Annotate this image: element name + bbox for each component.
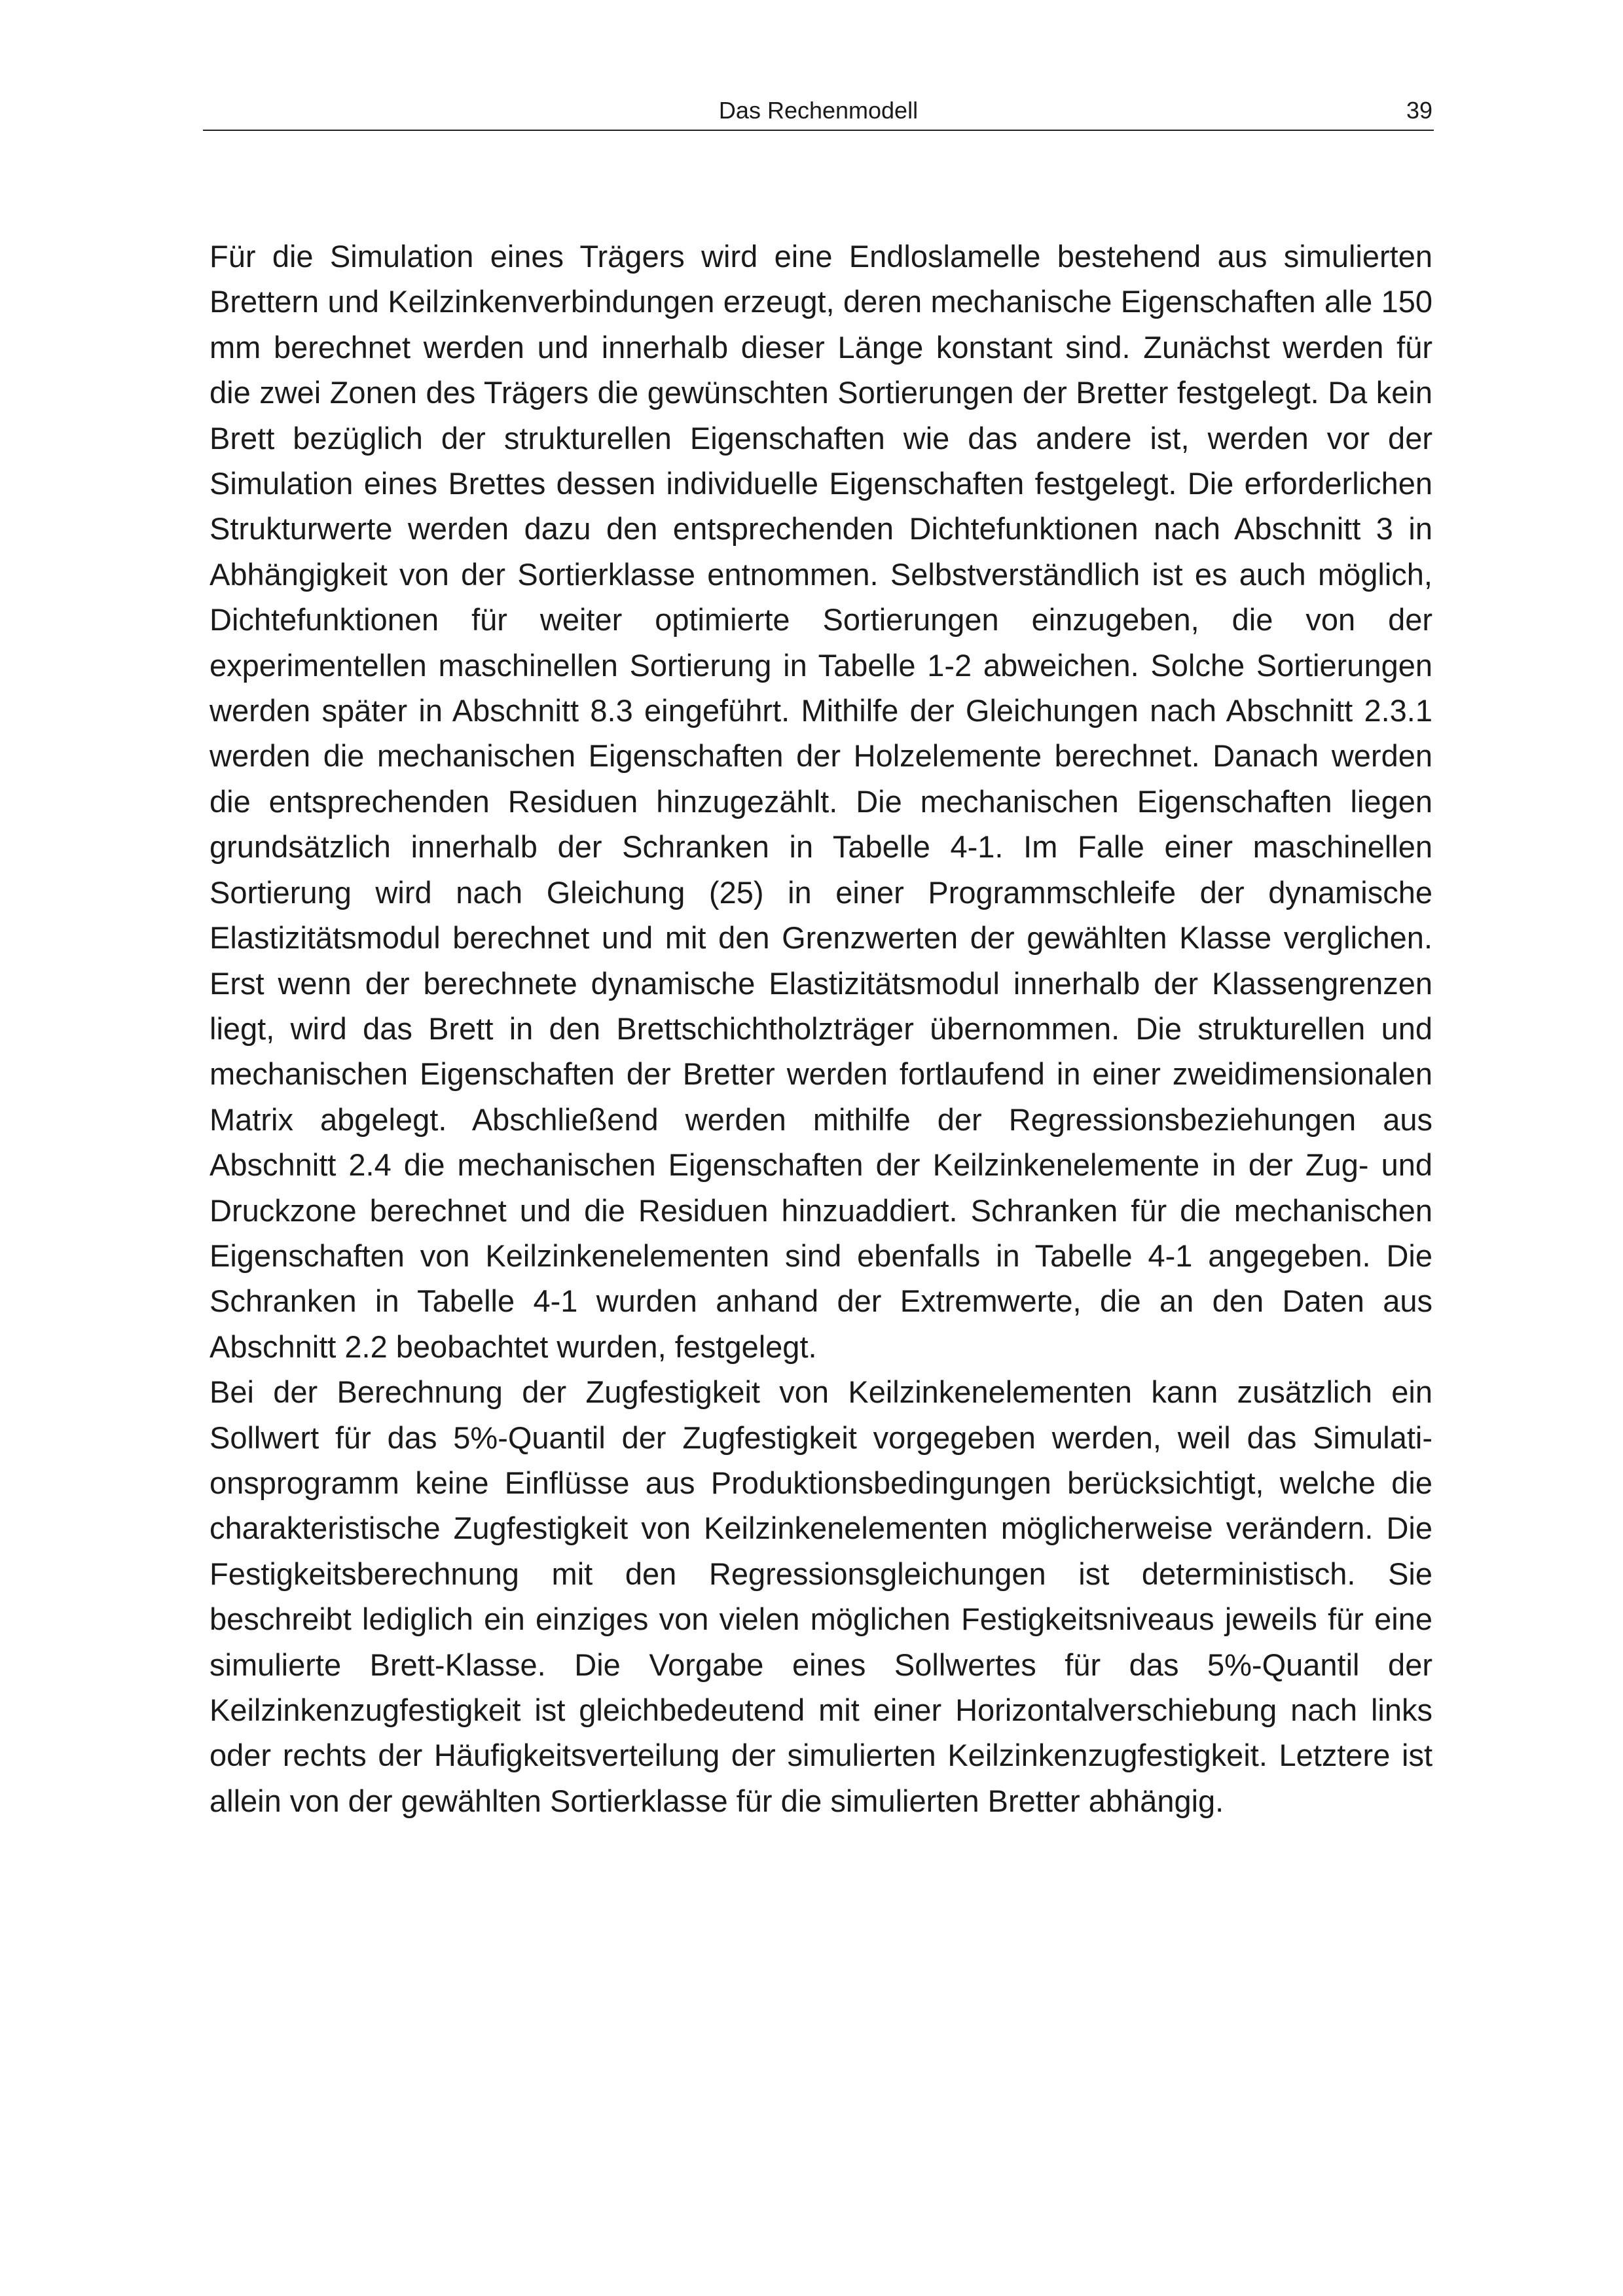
running-header bbox=[203, 92, 1434, 131]
paragraph-simulation-process: Für die Simulation eines Trägers wird eine Endloslamelle bestehend aus simulierten Brettern und Keilzinkenverbindungen erzeugt, deren mechanische Eigenschaften alle 150 mm berechnet werden und innerhalb dieser Länge konstant sind. Zunächst werden für die zwei Zonen des Trägers die gewünschten Sortierungen der Bretter festgelegt. Da kein Brett bezüglich der strukturellen Eigenschaften wie das andere ist, werden vor der Simulation eines Brettes dessen individuelle Eigenschaften festgelegt. Die erforderlichen Strukturwerte werden dazu den entsprechenden Dichtefunktionen nach Abschnitt 3 in Abhängigkeit von der Sortierklasse entnommen. Selbstverständlich ist es auch möglich, Dichtefunktionen für weiter optimierte Sortierungen einzugeben, die von der experimentellen maschinellen Sortierung in Tabelle 1-2 abweichen. Solche Sortierungen werden später in Abschnitt 8.3 eingeführt. Mithilfe der Gleichungen nach Abschnitt 2.3.1 werden die mechanischen Eigenschaften der Holzelemente berechnet. Danach werden die entsprechenden Residuen hinzugezählt. Die mechanischen Eigenschaften liegen grundsätzlich innerhalb der Schranken in Tabelle 4-1. Im Falle einer maschinellen Sortierung wird nach Gleichung (25) in einer Programmschleife der dynamische Elastizitätsmodul berechnet und mit den Grenzwerten der gewählten Klasse verglichen. Erst wenn der berechnete dynamische Elastizitätsmodul innerhalb der Klassengrenzen liegt, wird das Brett in den Brettschichtholzträger übernommen. Die strukturellen und mechanischen Eigenschaften der Bretter werden fortlaufend in einer zweidimensionalen Matrix abgelegt. Abschließend werden mithilfe der Regressionsbeziehungen aus Abschnitt 2.4 die mechanischen Eigenschaften der Keilzinkenelemente in der Zug- und Druckzone berechnet und die Residuen hinzuaddiert. Schranken für die mechanischen Eigenschaften von Keilzinkenelementen sind ebenfalls in Tabelle 4-1 angegeben. Die Schranken in Tabelle 4-1 wurden anhand der Extremwerte, die an den Daten aus Abschnitt 2.2 beobachtet wurden, festgelegt. bbox=[210, 239, 1432, 1364]
body-text bbox=[210, 234, 1432, 1823]
paragraph-tensile-strength: Bei der Berechnung der Zugfestigkeit von Keilzinkenelementen kann zusätzlich ein Sollwert für das 5%-Quantil der Zugfestigkeit vorgegeben werden, weil das Simulationsprogramm keine Einflüsse aus Produktionsbedingungen berücksichtigt, welche die charakteristische Zugfestigkeit von Keilzinkenelementen möglicherweise verändern. Die Festigkeitsberechnung mit den Regressionsgleichungen ist deterministisch. Sie beschreibt lediglich ein einziges von vielen möglichen Festigkeitsniveaus jeweils für eine simulierte Brett-Klasse. Die Vorgabe eines Sollwertes für das 5%-Quantil der Keilzinkenzugfestigkeit ist gleichbedeutend mit einer Horizontalverschiebung nach links oder rechts der Häufigkeitsverteilung der simulierten Keilzinkenzugfestigkeit. Letztere ist allein von der gewählten Sortierklasse für die simulierten Bretter abhängig. bbox=[210, 1374, 1432, 1818]
page-number: 39 bbox=[1406, 97, 1432, 124]
header-title: Das Rechenmodell bbox=[718, 97, 919, 124]
